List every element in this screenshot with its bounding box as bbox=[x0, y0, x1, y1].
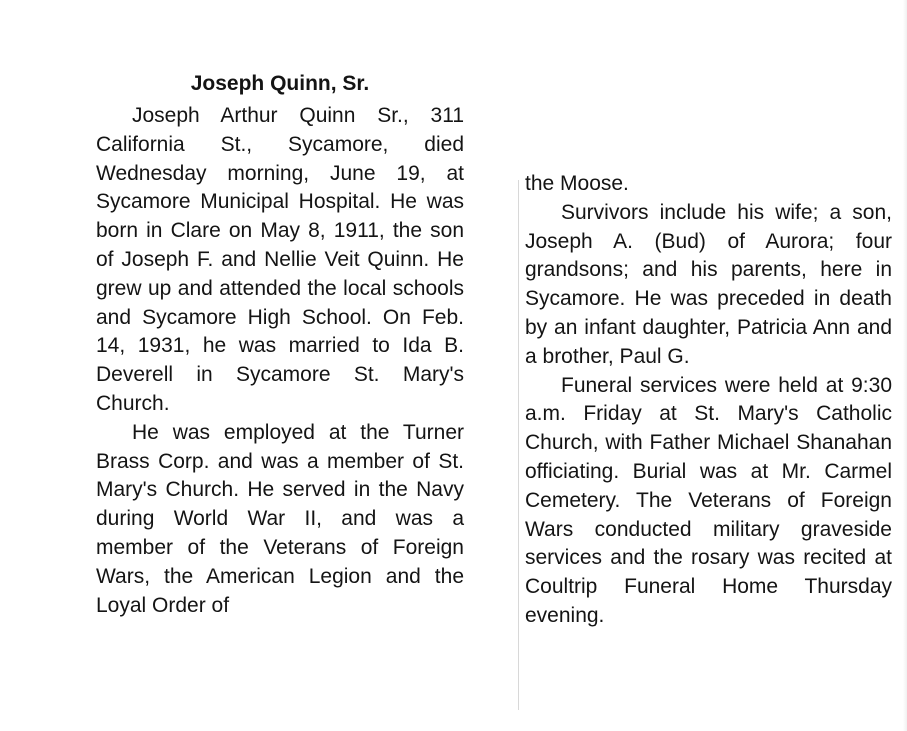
obituary-right-column bbox=[525, 170, 892, 631]
obituary-left-column bbox=[96, 70, 464, 620]
obituary-headline: Joseph Quinn, Sr. bbox=[190, 72, 370, 95]
scan-right-edge bbox=[903, 0, 907, 731]
obituary-paragraph-funeral: Funeral services were held at 9:30 a.m. Friday at St. Mary's Catholic Church, with Father Michael Shanahan officiating. Burial was at Mr. Carmel Cemetery. The Veterans of Foreign Wars conducted military graveside services and the rosary was recited at Coultrip Funeral Home Thursday evening. bbox=[525, 373, 892, 627]
obituary-paragraph-continuation: the Moose. bbox=[525, 172, 629, 195]
obituary-paragraph-employment: He was employed at the Turner Brass Corp. and was a member of St. Mary's Church. He served in the Navy during World War II, and was a member of the Veterans of Foreign Wars, the American Legion and the Loyal Order of bbox=[96, 420, 464, 617]
clipping-edge-divider bbox=[518, 180, 519, 710]
obituary-paragraph-intro: Joseph Arthur Quinn Sr., 311 California St., Sycamore, died Wednesday morning, June 19, at Sycamore Municipal Hospital. He was born in Clare on May 8, 1911, the son of Joseph F. and Nellie Veit Quinn. He grew up and attended the local schools and Sycamore High School. On Feb. 14, 1931, he was married to Ida B. Deverell in Sycamore St. Mary's Church. bbox=[96, 104, 464, 415]
obituary-paragraph-survivors: Survivors include his wife; a son, Joseph A. (Bud) of Aurora; four grandsons; and his parents, here in Sycamore. He was preceded in death by an infant daughter, Patricia Ann and a brother, Paul G. bbox=[525, 200, 892, 368]
